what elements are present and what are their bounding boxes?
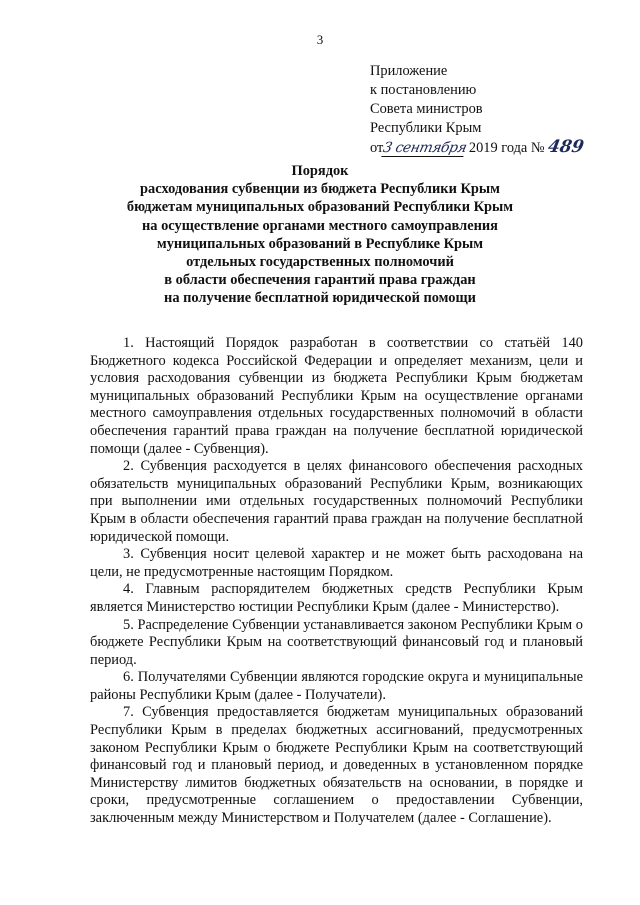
- page-number: 3: [316, 32, 324, 47]
- title-line-7: в области обеспечения гарантий права граждан: [164, 272, 476, 289]
- document-body: [90, 335, 583, 828]
- handwritten-date: 3 сентября: [381, 140, 469, 156]
- title-line-6: отдельных государственных полномочий: [186, 254, 454, 271]
- appendix-line-2: к постановлению: [370, 82, 477, 98]
- appendix-line-3: Совета министров: [370, 101, 483, 117]
- paragraph-7: 7. Субвенция предоставляется бюджетам муниципальных образований Республики Крым в пределах бюджетных ассигнований, предусмотренных законом Республики Крым о бюджете Республики Крым на соответствующий финансовый год и плановый период, и доведенных в установленном порядке Министерству лимитов бюджетных обязательств на основании, в порядке и сроки, предусмотренные соглашением о предоставлении Субвенции, заключенным между Министерством и Получателем (далее - Соглашение).: [90, 704, 583, 827]
- appendix-date-line: [370, 138, 610, 158]
- title-line-5: муниципальных образований в Республике Крым: [156, 235, 484, 252]
- document-title: [60, 162, 580, 308]
- appendix-line-1: Приложение: [370, 63, 448, 79]
- paragraph-6: 6. Получателями Субвенции являются городские округа и муниципальные районы Республики Крым (далее - Получатели).: [90, 669, 583, 703]
- year-text: 2019 года №: [468, 140, 545, 156]
- paragraph-3: 3. Субвенция носит целевой характер и не может быть расходована на цели, не предусмотренные настоящим Порядком.: [90, 546, 583, 580]
- appendix-header: [370, 62, 610, 158]
- paragraph-4: 4. Главным распорядителем бюджетных средств Республики Крым является Министерство юстиции Республики Крым (далее - Министерство).: [90, 581, 583, 615]
- title-line-2: расходования субвенции из бюджета Республики Крым: [140, 181, 500, 198]
- date-prefix: от: [370, 140, 384, 156]
- title-line-1: Порядок: [291, 163, 349, 179]
- paragraph-1: 1. Настоящий Порядок разработан в соответствии со статьёй 140 Бюджетного кодекса Российской Федерации и определяет механизм, цели и условия расходования субвенции из бюджета Республики Крым бюджетам муниципальных образований Республики Крым на осуществление органами местного самоуправления отдельных государственных полномочий в области обеспечения гарантий права граждан на получение бесплатной юридической помощи (далее - Субвенция).: [90, 335, 583, 457]
- handwritten-number: 489: [545, 137, 586, 157]
- title-line-4: на осуществление органами местного самоуправления: [142, 217, 498, 234]
- title-line-3: бюджетам муниципальных образований Республики Крым: [126, 199, 514, 216]
- paragraph-2: 2. Субвенция расходуется в целях финансового обеспечения расходных обязательств муниципальных образований Республики Крым, возникающих при выполнении ими отдельных государственных полномочий Республики Крым в области обеспечения гарантий права граждан на получение бесплатной юридической помощи.: [90, 458, 583, 545]
- paragraph-5: 5. Распределение Субвенции устанавливается законом Республики Крым о бюджете Республики Крым на соответствующий финансовый год и плановый период.: [90, 616, 583, 668]
- appendix-line-4: Республики Крым: [370, 120, 482, 136]
- title-line-8: на получение бесплатной юридической помощи: [164, 290, 476, 307]
